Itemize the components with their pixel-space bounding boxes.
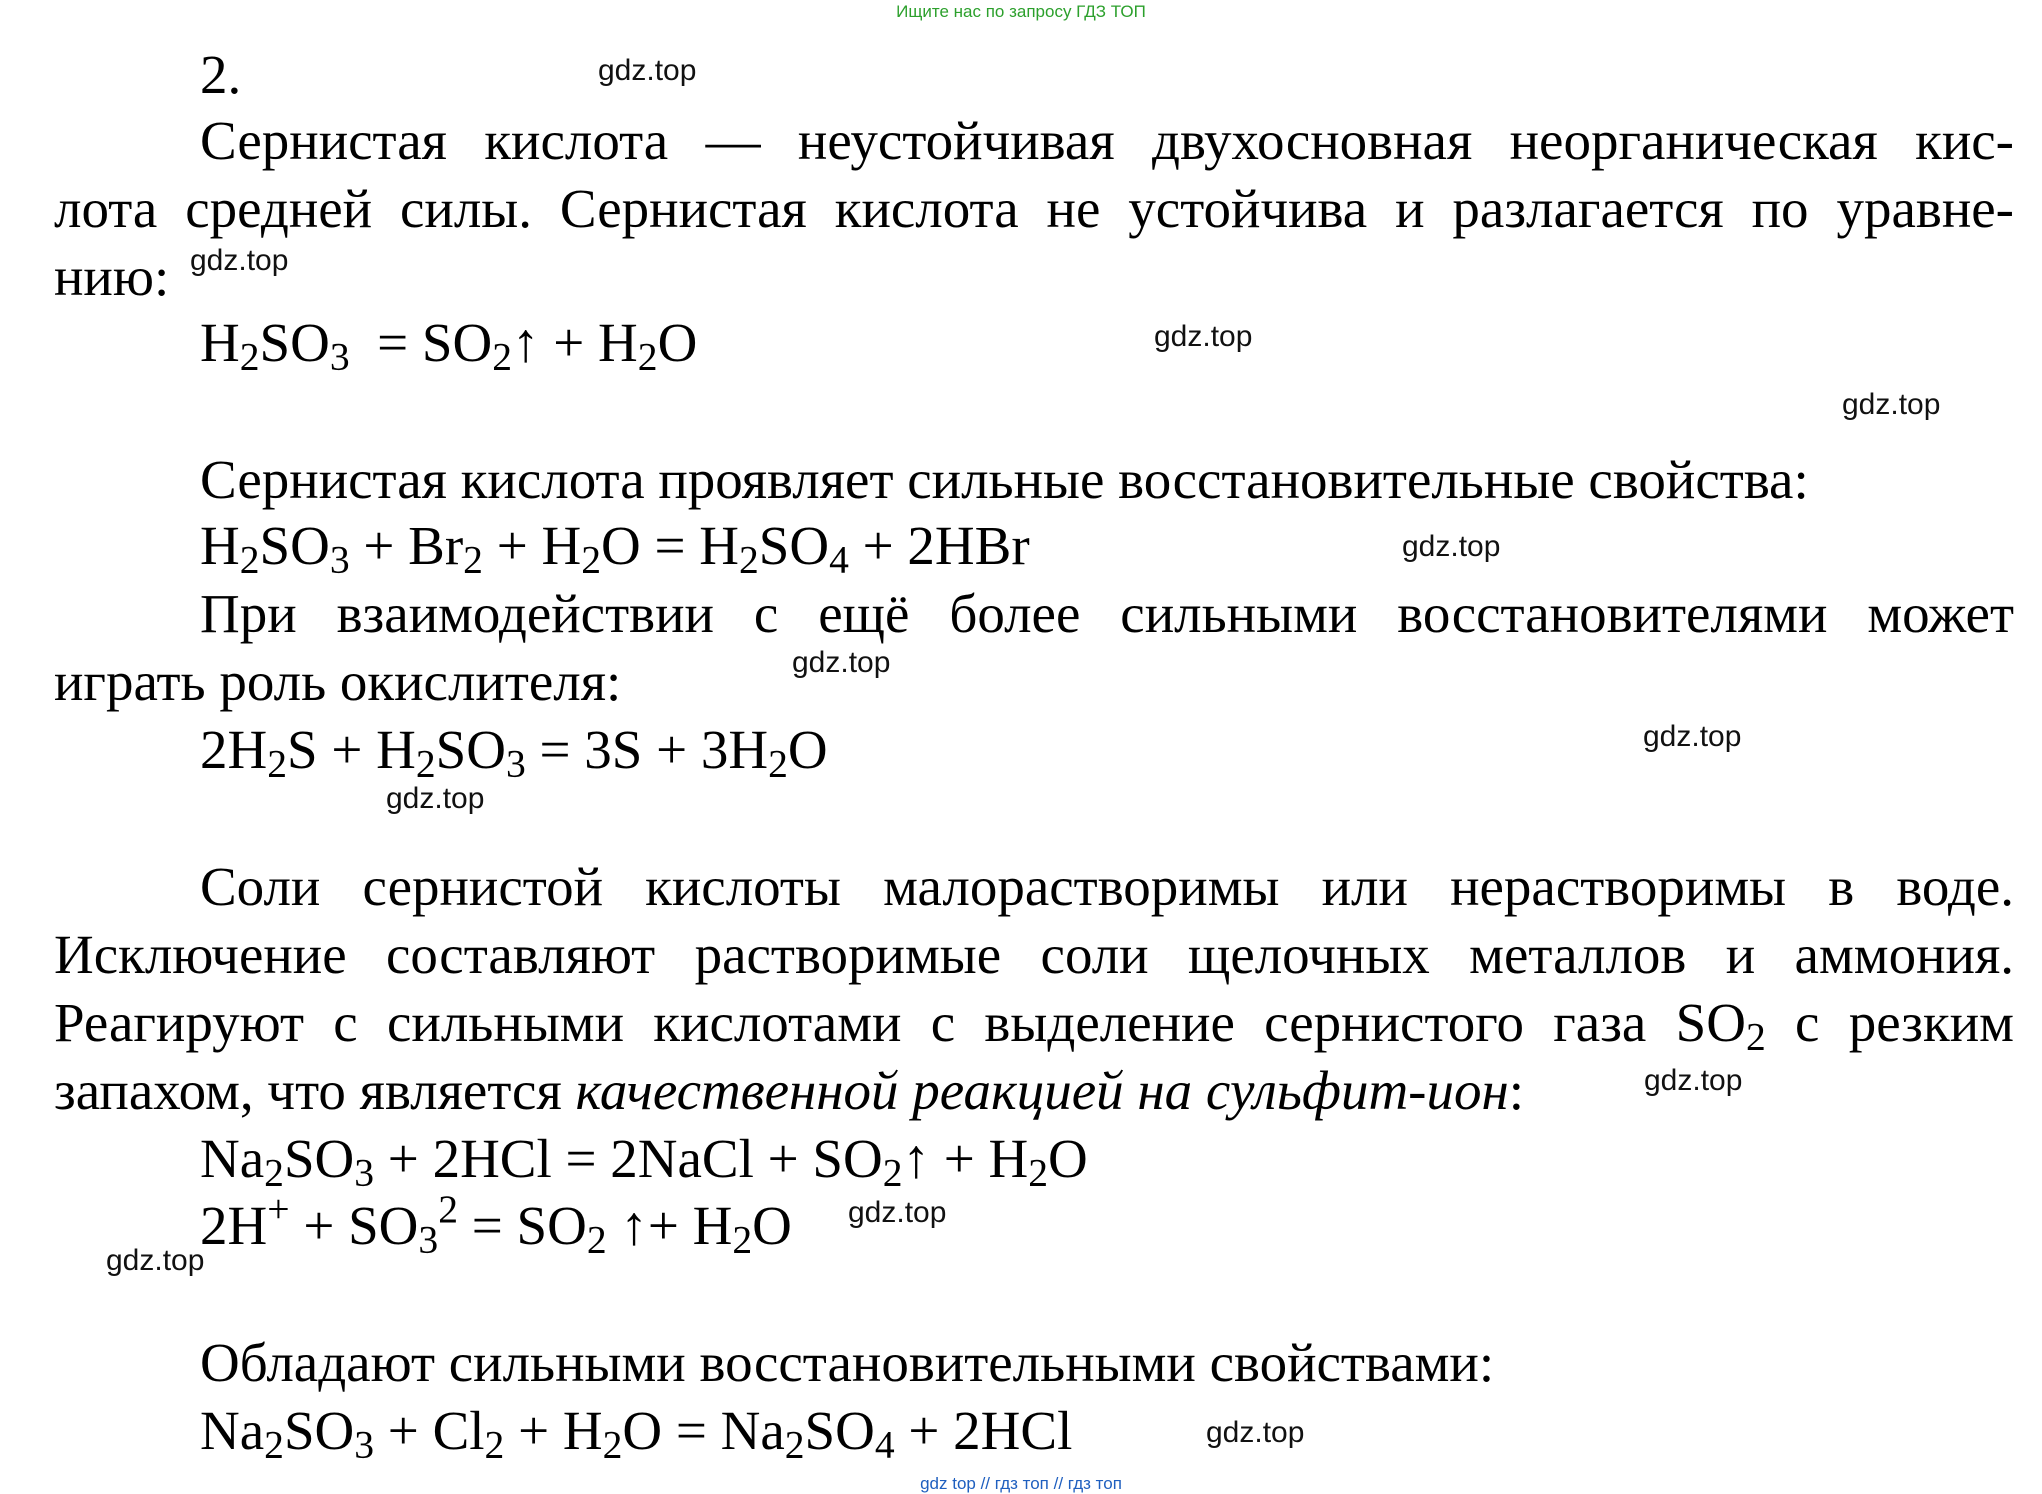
- equation-bromine: $H_2SO_3 + Br_2 + H_2O = H_2SO_4 + 2HBr$: [200, 515, 1030, 582]
- p4-line2: Исключение составляют растворимые соли щелочных металлов и аммония.: [54, 924, 2014, 985]
- qualitative-reaction-term: качественной реакцией на сульфит-ион: [575, 1060, 1509, 1121]
- watermark: gdz.top: [106, 1244, 205, 1277]
- p4-line1: Соли сернистой кислоты малорастворимы или нерастворимы в воде.: [200, 856, 2014, 917]
- watermark: gdz.top: [1154, 320, 1253, 353]
- watermark: gdz.top: [1842, 388, 1941, 421]
- watermark: gdz.top: [190, 244, 289, 277]
- p4-line3: Реагируют с сильными кислотами с выделение сернистого газа $SO_2$ с резким: [54, 992, 2014, 1059]
- watermark: gdz.top: [1402, 530, 1501, 563]
- bottom-banner: gdz top // гдз топ // гдз топ: [920, 1474, 1122, 1493]
- watermark: gdz.top: [848, 1196, 947, 1229]
- watermark: gdz.top: [1644, 1064, 1743, 1097]
- p1-line2: лота средней силы. Сернистая кислота не устойчива и разлагается по уравне-: [54, 178, 2014, 239]
- task-number: 2.: [200, 44, 242, 105]
- equation-sodium-sulfite: $Na_2SO_3 + 2HCl$ = 2NaCl + $SO_2↑ + H_2O$: [200, 1128, 1088, 1195]
- top-banner: Ищите нас по запросу ГДЗ ТОП: [896, 2, 1146, 21]
- equation-chlorine: $Na_2SO_3 + Cl_2 + H_2O = Na_2SO_4 + 2HCl$: [200, 1400, 1073, 1467]
- watermark: gdz.top: [386, 782, 485, 815]
- p5-text: Обладают сильными восстановительными свойствами:: [200, 1332, 1495, 1393]
- p2-text: Сернистая кислота проявляет сильные восстановительные свойства:: [200, 449, 1809, 510]
- p3-line1: При взаимодействии с ещё более сильными восстановителями может: [200, 583, 2014, 644]
- p3-line2: играть роль окислителя:: [54, 651, 622, 712]
- watermark: gdz.top: [792, 646, 891, 679]
- watermark: gdz.top: [1206, 1416, 1305, 1449]
- watermark: gdz.top: [1643, 720, 1742, 753]
- equation-ionic: $2H^+ + SO_3^2 = SO_2$ ↑+ $H_2O$: [200, 1187, 792, 1262]
- p4-line4: запахом, что является качественной реакцией на сульфит-ион:: [54, 1060, 1525, 1121]
- watermark: gdz.top: [598, 54, 697, 87]
- p1-line1: Сернистая кислота — неустойчивая двухосновная неорганическая кис-: [200, 110, 2014, 171]
- equation-hydrogen-sulfide: $2H_2S + H_2SO_3 = 3S + 3H_2O$: [200, 719, 828, 786]
- equation-decomposition: $H_2SO_3$ = $SO_2↑ + H_2O$: [200, 312, 698, 379]
- p1-line3: нию:: [54, 246, 170, 307]
